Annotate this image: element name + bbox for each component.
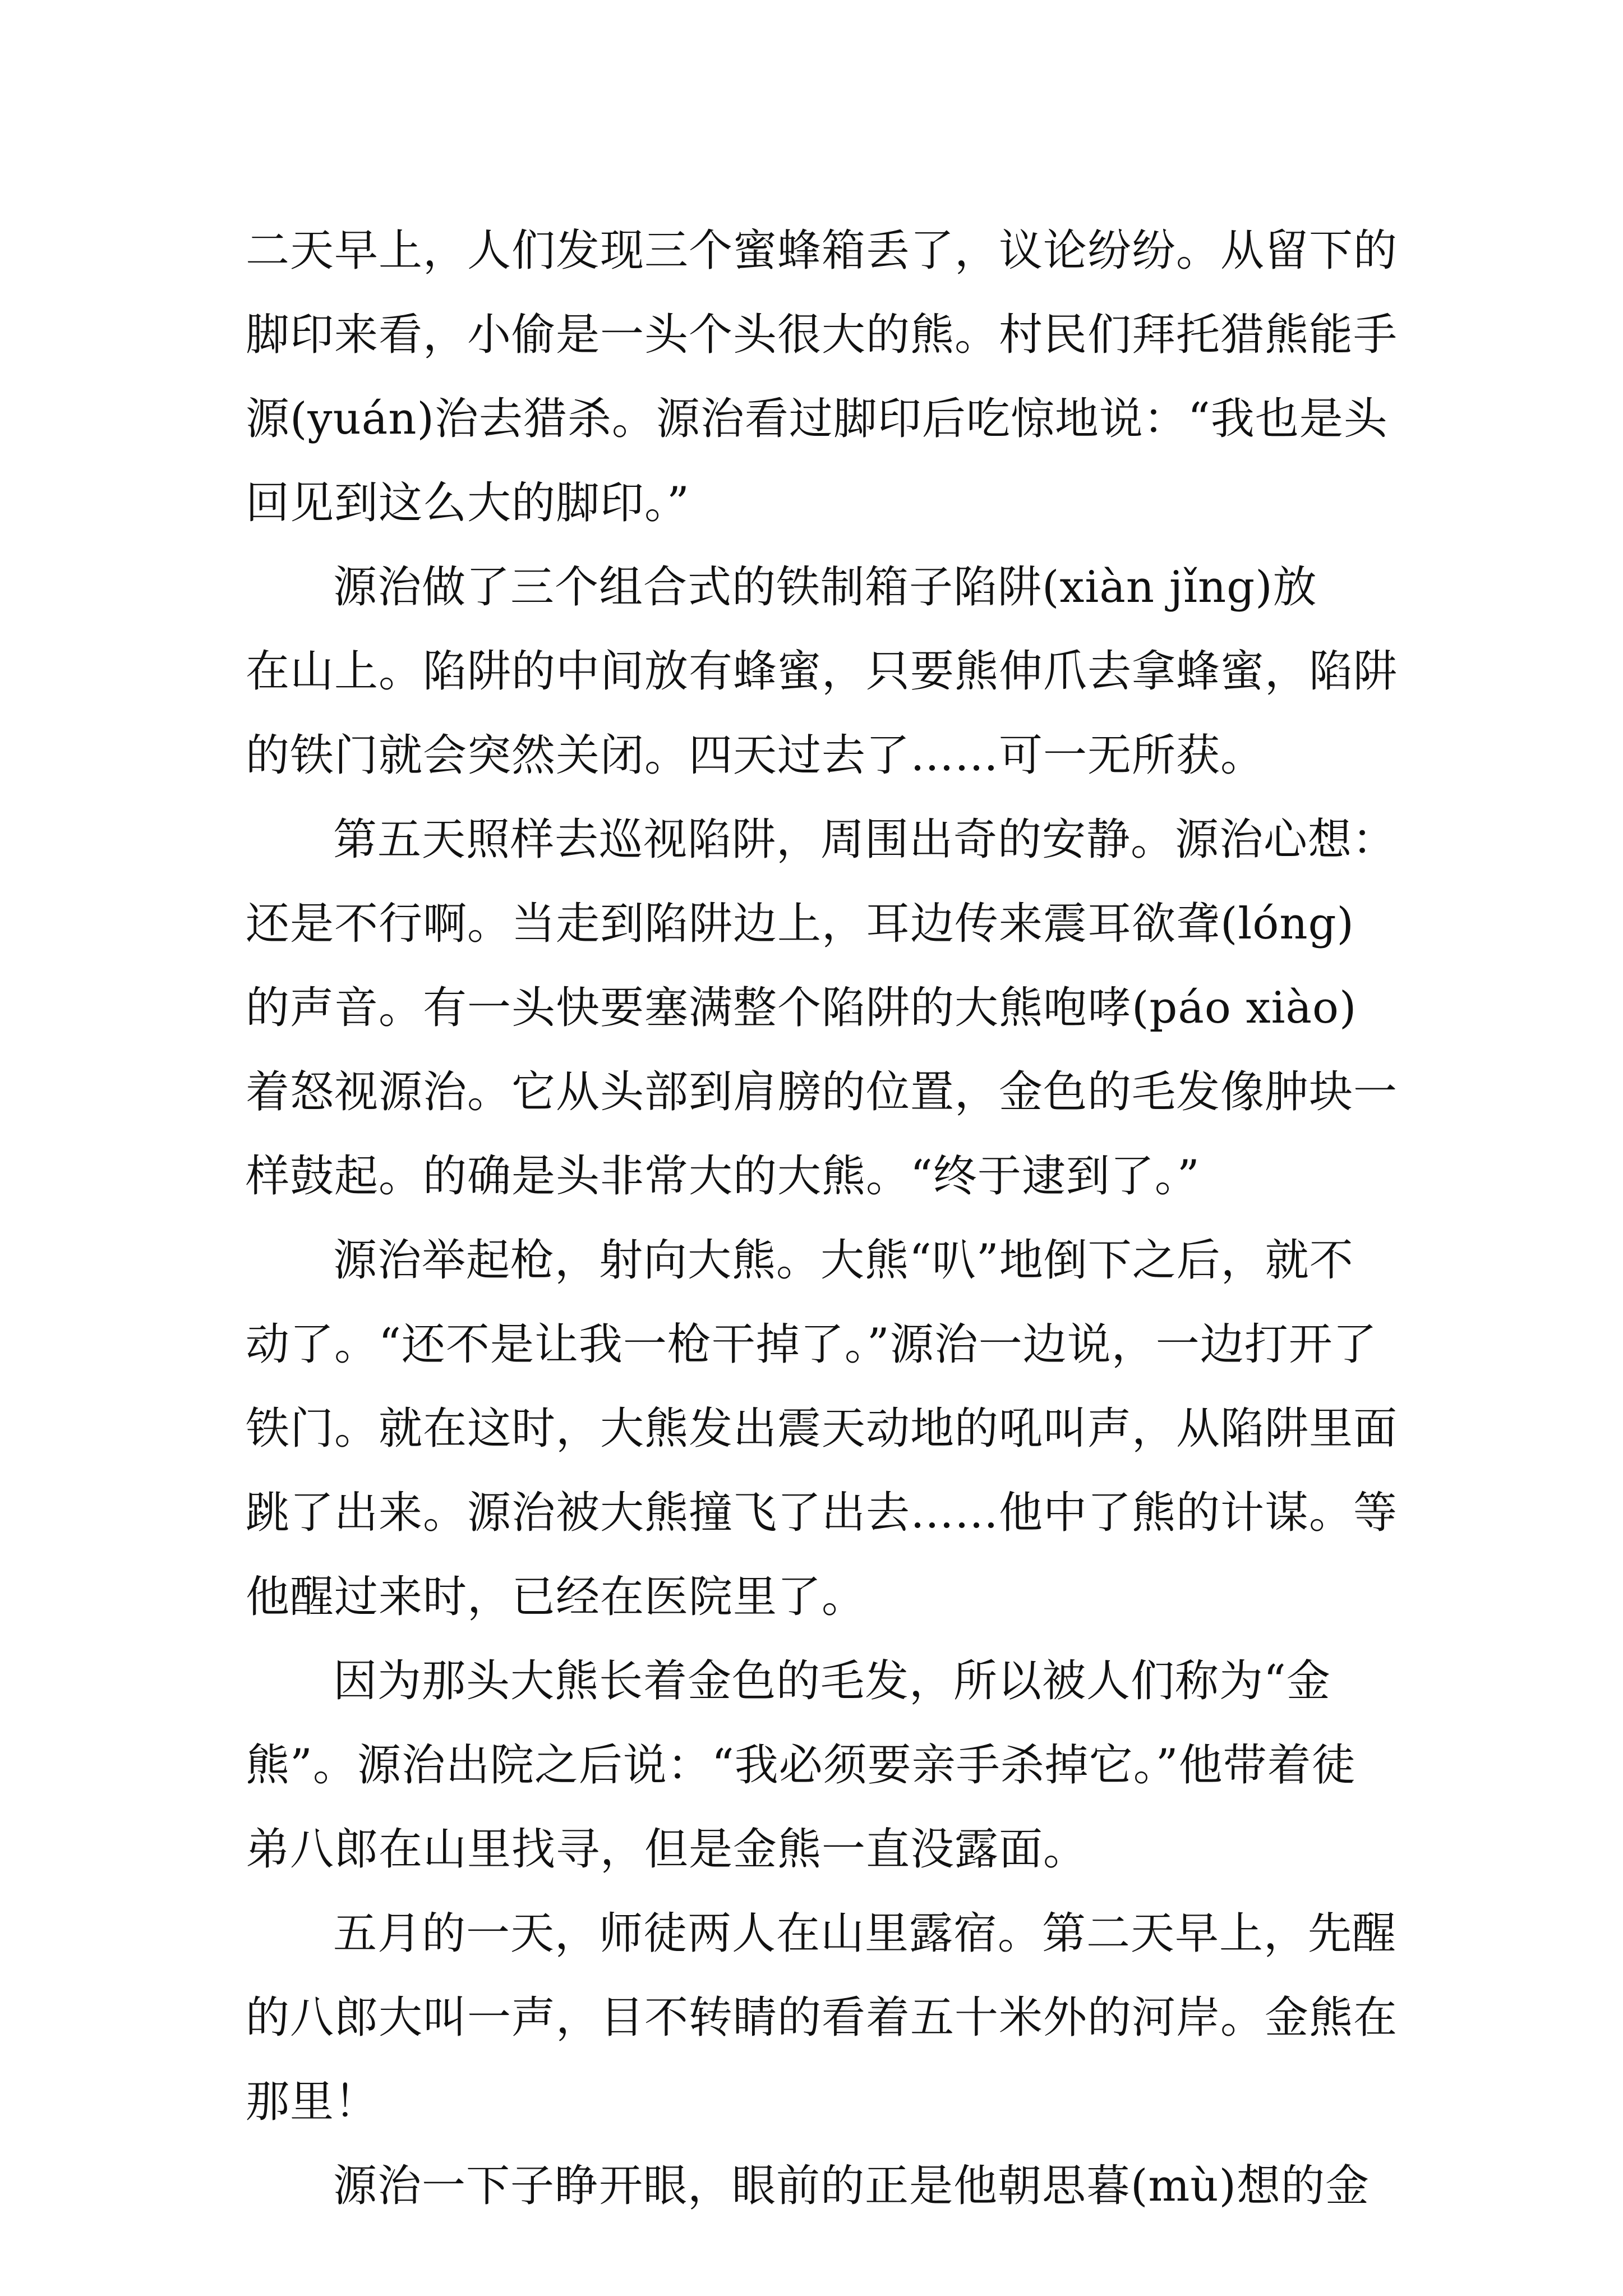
text-line: 脚印来看，小偷是一头个头很大的熊。村民们拜托猎熊能手 [246,310,1398,360]
paragraph-start-line: 源治一下子睁开眼，眼前的正是他朝思暮(mù)想的金 [333,2161,1370,2211]
text-line: 还是不行啊。当走到陷阱边上，耳边传来震耳欲聋(lóng) [246,899,1354,949]
text-line: 在山上。陷阱的中间放有蜂蜜，只要熊伸爪去拿蜂蜜，陷阱 [246,646,1398,697]
text-line: 弟八郎在山里找寻，但是金熊一直没露面。 [246,1824,1088,1875]
text-line: 铁门。就在这时，大熊发出震天动地的吼叫声，从陷阱里面 [246,1404,1398,1454]
text-line: 的铁门就会突然关闭。四天过去了……可一无所获。 [246,730,1265,781]
text-line: 跳了出来。源治被大熊撞飞了出去……他中了熊的计谋。等 [246,1488,1398,1538]
story-text [246,209,1401,2228]
paragraph-start-line: 因为那头大熊长着金色的毛发，所以被人们称为“金 [333,1656,1331,1706]
text-line: 源(yuán)治去猎杀。源治看过脚印后吃惊地说：“我也是头 [246,394,1388,444]
paragraph-start-line: 源治举起枪，射向大熊。大熊“叭”地倒下之后，就不 [333,1235,1354,1286]
text-line: 二天早上，人们发现三个蜜蜂箱丢了，议论纷纷。从留下的 [246,226,1398,276]
text-line: 动了。“还不是让我一枪干掉了。”源治一边说，一边打开了 [246,1319,1377,1370]
text-line: 的八郎大叫一声，目不转睛的看着五十米外的河岸。金熊在 [246,1993,1398,2043]
paragraph-start-line: 源治做了三个组合式的铁制箱子陷阱(xiàn jǐng)放 [333,562,1317,613]
text-line: 样鼓起。的确是头非常大的大熊。“终于逮到了。” [246,1151,1200,1202]
text-line: 回见到这么大的脚印。” [246,478,690,528]
paragraph-start-line: 五月的一天，师徒两人在山里露宿。第二天早上，先醒 [333,1908,1397,1959]
text-line: 的声音。有一头快要塞满整个陷阱的大熊咆哮(páo xiào) [246,983,1357,1033]
text-line: 他醒过来时，已经在医院里了。 [246,1572,866,1622]
paragraph-start-line: 第五天照样去巡视陷阱，周围出奇的安静。源治心想： [333,815,1397,865]
text-line: 那里！ [246,2077,379,2127]
text-line: 熊”。源治出院之后说：“我必须要亲手杀掉它。”他带着徒 [246,1740,1356,1791]
text-line: 着怒视源治。它从头部到肩膀的位置，金色的毛发像肿块一 [246,1067,1398,1117]
